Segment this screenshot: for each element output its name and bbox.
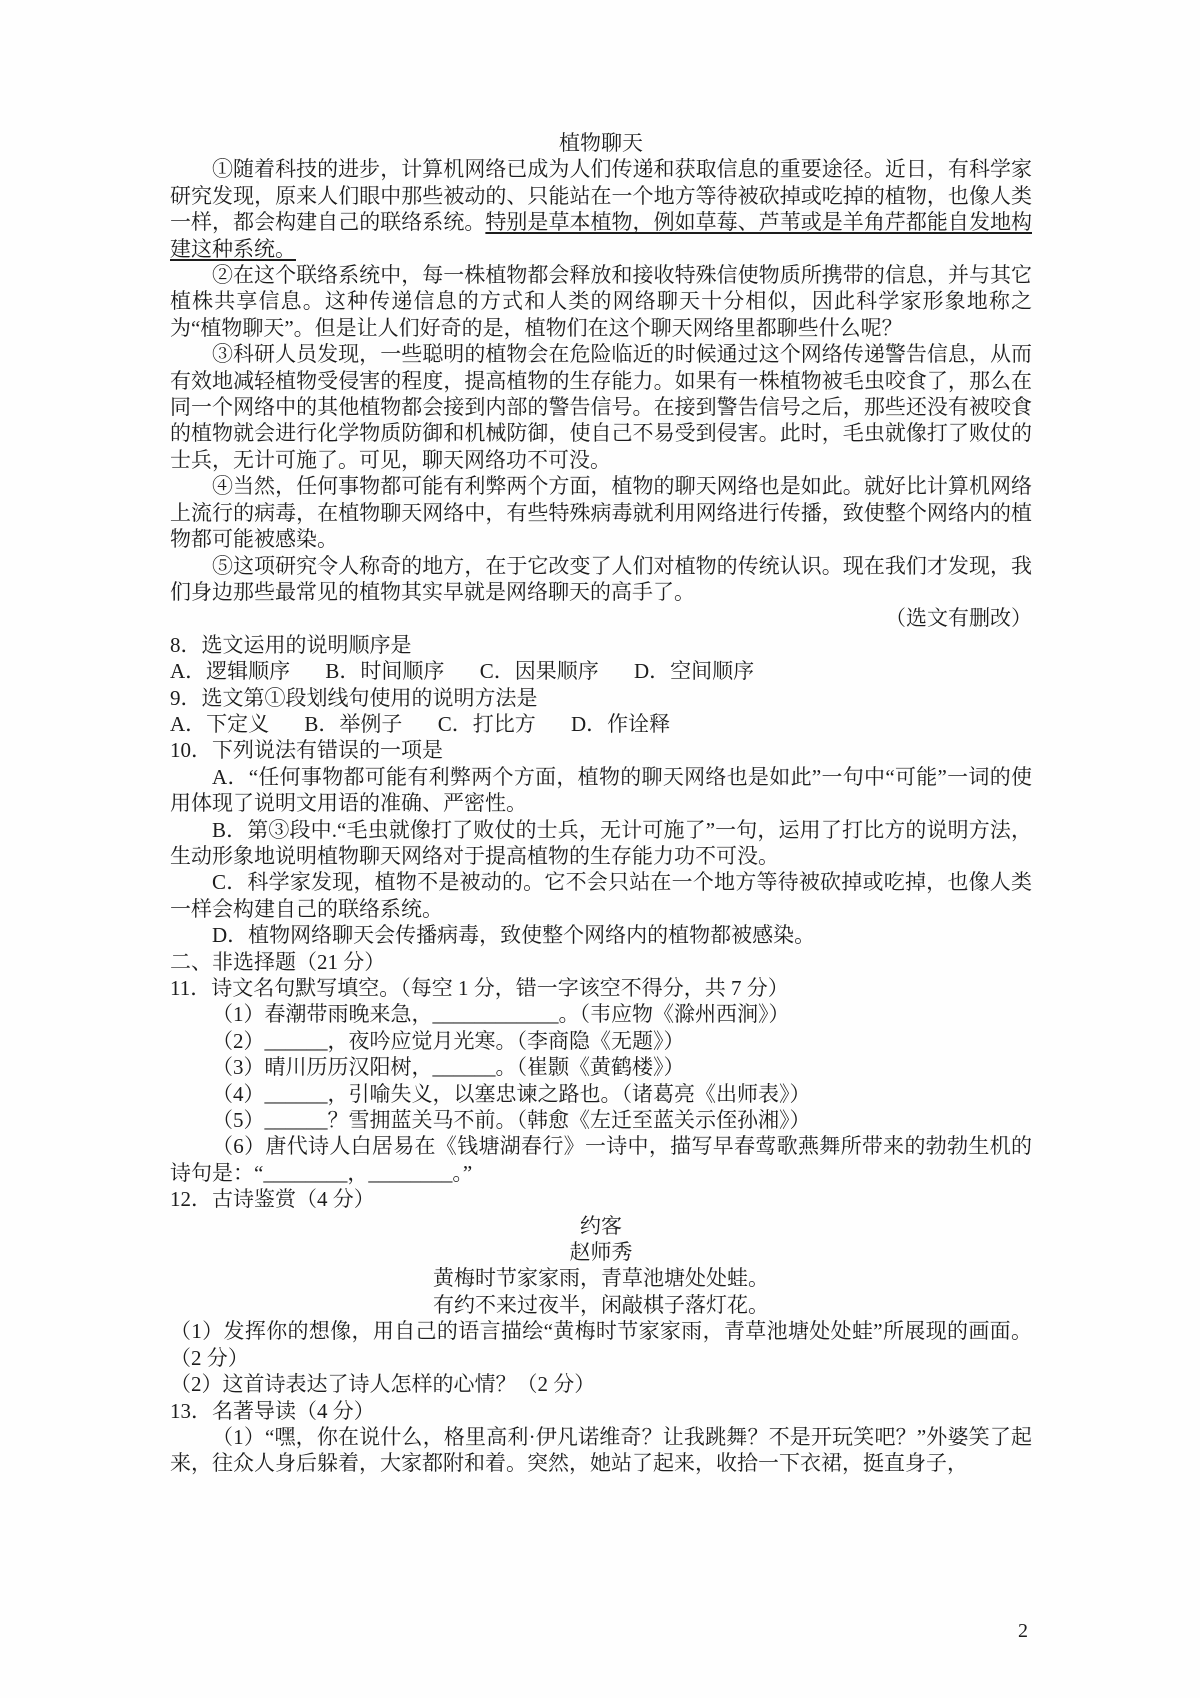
question-11-item-1: （1）春潮带雨晚来急，____________。（韦应物《滁州西涧》） [212,1002,790,1027]
passage-title: 植物聊天 [559,131,643,155]
page-content [170,130,1032,1477]
question-9-option-b: B．举例子 [304,711,403,736]
question-8-option-c: C．因果顺序 [479,659,599,684]
question-8-stem: 8．选文运用的说明顺序是 [170,632,412,657]
question-13-excerpt: （1）“嘿，你在说什么，格里高利·伊凡诺维奇？让我跳舞？不是开玩笑吧？”外婆笑了起来，往众人身后躲着，大家都附和着。突然，她站了起来，收拾一下衣裙，挺直身子， [170,1424,1032,1476]
question-11-item-2: （2）______，夜吟应觉月光寒。（李商隐《无题》） [212,1028,685,1053]
question-9-option-d: D．作诠释 [570,711,671,736]
question-10-option-b: B．第③段中.“毛虫就像打了败仗的士兵，无计可施了”一句，运用了打比方的说明方法，生动形象地说明植物聊天网络对于提高植物的生存能力功不可没。 [170,817,1032,868]
question-12-sub-1: （1）发挥你的想像，用自己的语言描绘“黄梅时节家家雨，青草池塘处处蛙”所展现的画面。（2 分） [170,1319,1032,1370]
page-number: 2 [1018,1620,1028,1642]
question-8-options [170,658,1032,684]
poem-author: 赵师秀 [569,1240,633,1265]
question-12-sub-2: （2）这首诗表达了诗人怎样的心情？（2 分） [170,1372,596,1397]
question-8-option-d: D．空间顺序 [633,659,755,684]
question-10-option-c: C．科学家发现，植物不是被动的。它不会只站在一个地方等待被砍掉或吃掉，也像人类一样会构建自己的联络系统。 [170,870,1032,921]
question-9-option-c: C．打比方 [437,711,536,736]
passage-paragraph-5: ⑤这项研究令人称奇的地方，在于它改变了人们对植物的传统认识。现在我们才发现，我们身边那些最常见的植物其实早就是网络聊天的高手了。 [170,553,1032,604]
question-9-options [170,711,1032,737]
question-8-option-b: B．时间顺序 [325,659,445,684]
poem-title: 约客 [580,1213,622,1238]
question-11-item-5: （5）______？雪拥蓝关马不前。（韩愈《左迁至蓝关示侄孙湘》） [212,1108,811,1133]
paragraph-1-underlined-sentence: 特别是草本植物，例如草莓、芦苇或是羊角芹都能自发地构建这种系统。 [170,210,1032,261]
question-11-item-6: （6）唐代诗人白居易在《钱塘湖春行》一诗中，描写早春莺歌燕舞所带来的勃勃生机的诗句是：“________，________。” [170,1134,1032,1185]
question-9-option-a: A．下定义 [170,711,270,736]
question-13-stem: 13．名著导读（4 分） [170,1398,375,1423]
question-10-option-a: A．“任何事物都可能有利弊两个方面，植物的聊天网络也是如此”一句中“可能”一词的使用体现了说明文用语的准确、严密性。 [170,764,1032,816]
question-10-stem: 10．下列说法有错误的一项是 [170,738,443,763]
question-9-stem: 9．选文第①段划线句使用的说明方法是 [170,685,538,710]
question-11-stem: 11．诗文名句默写填空。（每空 1 分，错一字该空不得分，共 7 分） [170,976,789,1000]
question-10-option-d: D．植物网络聊天会传播病毒，致使整个网络内的植物都被感染。 [212,923,816,948]
passage-paragraph-2: ②在这个联络系统中，每一株植物都会释放和接收特殊信使物质所携带的信息，并与其它植株共享信息。这种传递信息的方式和人类的网络聊天十分相似，因此科学家形象地称之为“植物聊天”。但是让人们好奇的是，植物们在这个聊天网络里都聊些什么呢？ [170,263,1032,340]
passage-paragraph-3: ③科研人员发现，一些聪明的植物会在危险临近的时候通过这个网络传递警告信息，从而有效地减轻植物受侵害的程度，提高植物的生存能力。如果有一株植物被毛虫咬食了，那么在同一个网络中的其他植物都会接到内部的警告信号。在接到警告信号之后，那些还没有被咬食的植物就会进行化学物质防御和机械防御，使自己不易受到侵害。此时，毛虫就像打了败仗的士兵，无计可施了。可见，聊天网络功不可没。 [170,342,1032,472]
passage-paragraph-1 [170,156,1032,262]
poem-line-1: 黄梅时节家家雨，青草池塘处处蛙。 [433,1266,769,1291]
question-11-item-4: （4）______，引喻失义，以塞忠谏之路也。（诸葛亮《出师表》） [212,1081,811,1106]
paragraph-1-text: ①随着科技的进步，计算机网络已成为人们传递和获取信息的重要途径。近日，有科学家研究发现，原来人们眼中那些被动的、只能站在一个地方等待被砍掉或吃掉的植物，也像人类一样，都会构建自己的联络系统。 [170,157,1032,235]
section-2-heading: 二、非选择题（21 分） [170,949,386,974]
question-12-stem: 12．古诗鉴赏（4 分） [170,1187,375,1212]
question-8-option-a: A．逻辑顺序 [170,659,291,684]
source-note: （选文有删改） [885,606,1032,631]
question-11-item-3: （3）晴川历历汉阳树，______。（崔颢《黄鹤楼》） [212,1055,685,1080]
poem-line-2: 有约不来过夜半，闲敲棋子落灯花。 [433,1292,769,1317]
passage-paragraph-4: ④当然，任何事物都可能有利弊两个方面，植物的聊天网络也是如此。就好比计算机网络上流行的病毒，在植物聊天网络中，有些特殊病毒就利用网络进行传播，致使整个网络内的植物都可能被感染。 [170,474,1032,552]
